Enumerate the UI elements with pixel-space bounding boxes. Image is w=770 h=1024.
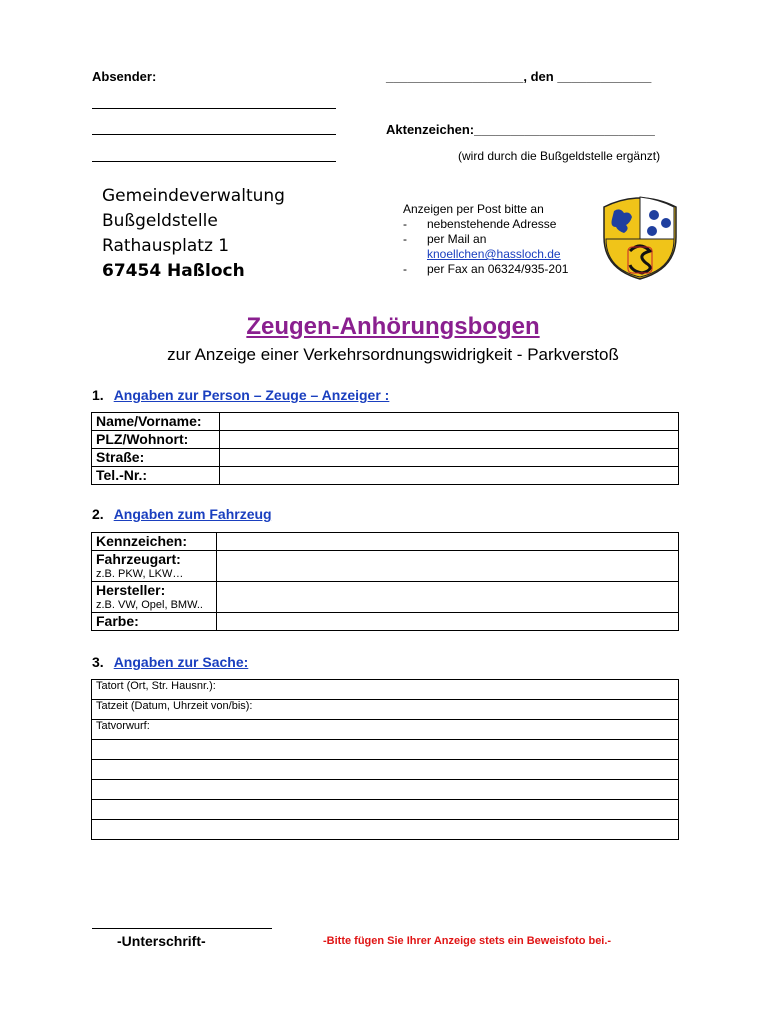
table-row [92,431,679,449]
name-input[interactable] [220,413,679,431]
time-field[interactable]: Tatzeit (Datum, Uhrzeit von/bis): [92,700,679,720]
email-link[interactable]: knoellchen@hassloch.de [427,247,561,261]
plate-label-text: Kennzeichen: [96,533,188,549]
table-row [92,533,679,551]
table-row [92,680,679,700]
offense-line-1[interactable] [92,740,679,760]
table-row [92,613,679,631]
manufacturer-input[interactable] [217,582,679,613]
offense-line-3[interactable] [92,780,679,800]
table-row [92,551,679,582]
file-reference-field[interactable]: Aktenzeichen:_________________________ [386,122,655,137]
table-row [92,740,679,760]
submission-info [403,202,568,277]
plate-input[interactable] [217,533,679,551]
phone-label: Tel.-Nr.: [92,467,220,485]
photo-note: -Bitte fügen Sie Ihrer Anzeige stets ein Beweisfoto bei.- [323,935,612,947]
offense-field[interactable]: Tatvorwurf: [92,720,679,740]
file-reference-note: (wird durch die Bußgeldstelle ergänzt) [458,149,661,163]
sender-line-2[interactable] [92,134,336,135]
section-1-number: 1. [92,387,104,403]
incident-table [91,679,679,840]
offense-line-5[interactable] [92,820,679,840]
table-row [92,820,679,840]
recipient-address [102,184,285,284]
table-row [92,720,679,740]
section-2-heading [92,506,272,522]
submission-item-fax: - per Fax an 06324/935-201 [403,262,568,277]
color-input[interactable] [217,613,679,631]
table-row [92,760,679,780]
zip-city-label: PLZ/Wohnort: [92,431,220,449]
person-table [91,412,679,485]
signature-label: -Unterschrift- [117,933,206,949]
offense-line-2[interactable] [92,760,679,780]
date-line[interactable]: ___________________, den _____________ [386,69,652,84]
table-row [92,582,679,613]
manufacturer-hint: z.B. VW, Opel, BMW.. [96,599,203,611]
table-row [92,449,679,467]
signature-line[interactable] [92,928,272,929]
sender-line-3[interactable] [92,161,336,162]
section-3-heading [92,654,248,670]
manufacturer-label [92,582,217,613]
recipient-line-2: Bußgeldstelle [102,211,218,231]
submission-item-address: - nebenstehende Adresse [403,217,568,232]
table-row [92,467,679,485]
name-label: Name/Vorname: [92,413,220,431]
table-row [92,413,679,431]
recipient-line-4: 67454 Haßloch [102,261,245,281]
location-field[interactable]: Tatort (Ort, Str. Hausnr.): [92,680,679,700]
color-label-text: Farbe: [96,613,139,629]
sender-line-1[interactable] [92,108,336,109]
vehicle-type-input[interactable] [217,551,679,582]
manufacturer-label-text: Hersteller: [96,582,166,598]
vehicle-type-hint: z.B. PKW, LKW… [96,568,184,580]
zip-city-input[interactable] [220,431,679,449]
table-row [92,800,679,820]
coat-of-arms-icon [594,189,686,281]
street-label: Straße: [92,449,220,467]
recipient-line-3: Rathausplatz 1 [102,236,230,256]
submission-item-mail: - per Mail an [403,232,568,247]
recipient-line-1: Gemeindeverwaltung [102,186,285,206]
section-2-number: 2. [92,506,104,522]
section-3-label: Angaben zur Sache: [113,654,249,670]
section-3-number: 3. [92,654,104,670]
color-label [92,613,217,631]
section-1-label: Angaben zur Person – Zeuge – Anzeiger : [113,387,390,403]
plate-label [92,533,217,551]
vehicle-table [91,532,679,631]
sender-label: Absender: [92,69,157,84]
form-subtitle: zur Anzeige einer Verkehrsordnungswidrigkeit - Parkverstoß [167,345,619,364]
phone-input[interactable] [220,467,679,485]
street-input[interactable] [220,449,679,467]
table-row [92,700,679,720]
table-row [92,780,679,800]
submission-intro: Anzeigen per Post bitte an [403,202,544,216]
vehicle-type-label [92,551,217,582]
section-1-heading [92,387,389,403]
section-2-label: Angaben zum Fahrzeug [113,506,272,522]
offense-line-4[interactable] [92,800,679,820]
form-title: Zeugen-Anhörungsbogen [246,313,540,340]
vehicle-type-label-text: Fahrzeugart: [96,551,181,567]
